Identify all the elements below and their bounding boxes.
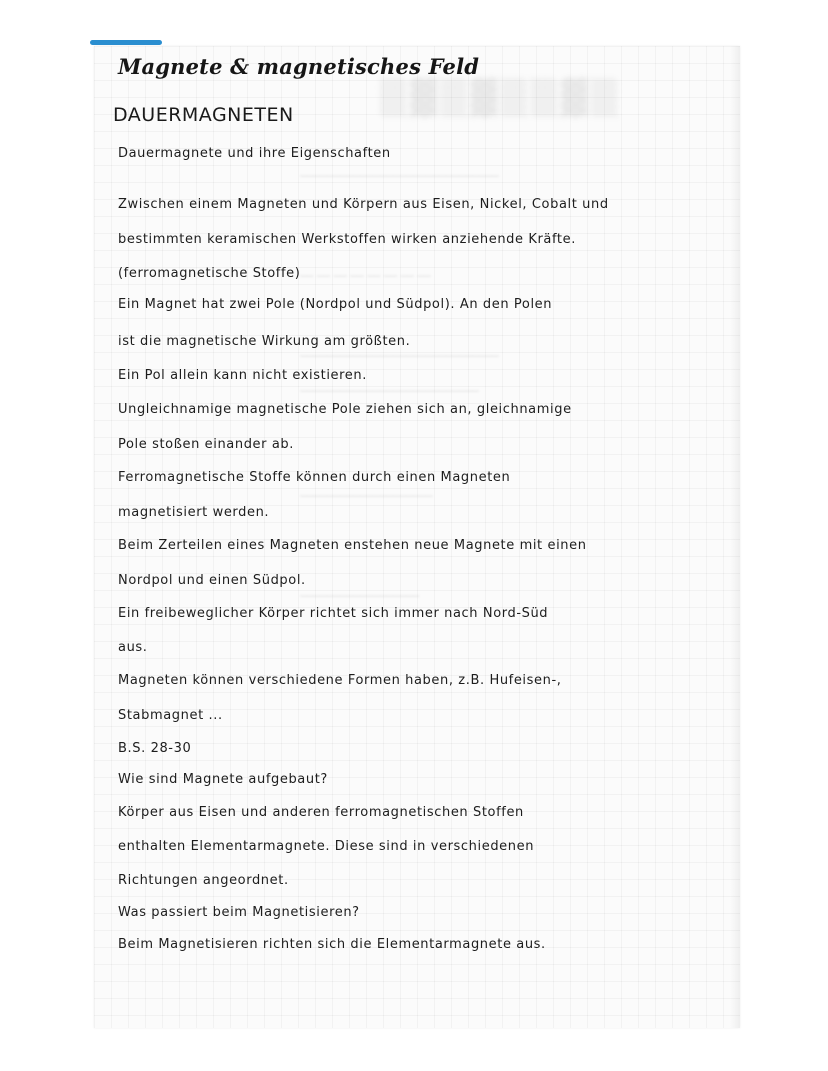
- text-line: ist die magnetische Wirkung am größten.: [118, 334, 411, 349]
- text-line: Körper aus Eisen und anderen ferromagnetischen Stoffen: [118, 805, 524, 820]
- question-line: Wie sind Magnete aufgebaut?: [118, 772, 328, 787]
- bleed-through-line: ━━ ━━ ━━ ━━ ━━ ━━ ━━ ━━: [300, 270, 431, 283]
- text-line: Magneten können verschiedene Formen haben, z.B. Hufeisen-,: [118, 673, 562, 688]
- text-line: Ferromagnetische Stoffe können durch einen Magneten: [118, 470, 511, 485]
- text-line: Zwischen einem Magneten und Körpern aus Eisen, Nickel, Cobalt und: [118, 197, 609, 212]
- text-line: enthalten Elementarmagnete. Diese sind in verschiedenen: [118, 839, 535, 854]
- page-edge-shadow: [730, 46, 740, 1028]
- text-line: Ein Magnet hat zwei Pole (Nordpol und Südpol). An den Polen: [118, 297, 553, 312]
- accent-marker: [90, 40, 162, 45]
- text-line: Richtungen angeordnet.: [118, 873, 289, 888]
- text-line: Ungleichnamige magnetische Pole ziehen sich an, gleichnamige: [118, 402, 572, 417]
- page-title: Magnete & magnetisches Feld: [118, 54, 480, 79]
- section-heading: DAUERMAGNETEN: [113, 104, 294, 126]
- bleed-through-line: ━━━━━━━━━━━━━━━━━━━━━━━━━━━: [300, 385, 479, 398]
- bleed-through-line: ━━━━━━━━━━━━━━━━━━━━: [300, 490, 433, 503]
- bleed-through-line: ━━━━━━━━━━━━━━━━━━━━━━━━━━━━━━: [300, 350, 499, 363]
- text-line: (ferromagnetische Stoffe): [118, 266, 301, 281]
- text-line: Pole stoßen einander ab.: [118, 437, 294, 452]
- bleed-through-line: ━━━━━━━━━━━━━━━━━━: [300, 590, 420, 603]
- question-line: Was passiert beim Magnetisieren?: [118, 905, 360, 920]
- text-line: magnetisiert werden.: [118, 505, 270, 520]
- text-line: Beim Magnetisieren richten sich die Elementarmagnete aus.: [118, 937, 546, 952]
- subheading-line: Dauermagnete und ihre Eigenschaften: [118, 146, 391, 161]
- reference-line: B.S. 28-30: [118, 741, 192, 756]
- text-line: Ein freibeweglicher Körper richtet sich immer nach Nord-Süd: [118, 606, 549, 621]
- text-line: bestimmten keramischen Werkstoffen wirken anziehende Kräfte.: [118, 232, 576, 247]
- text-line: Stabmagnet ...: [118, 708, 223, 723]
- bleed-through-decoration: ▒▓▒▓▒▒▓▒: [380, 78, 622, 118]
- text-line: Nordpol und einen Südpol.: [118, 573, 306, 588]
- bleed-through-line: ━━━━━━━━━━━━━━━━━━━━━━━━━━━━━━: [300, 170, 499, 183]
- text-line: Ein Pol allein kann nicht existieren.: [118, 368, 367, 383]
- text-line: aus.: [118, 640, 148, 655]
- text-line: Beim Zerteilen eines Magneten enstehen neue Magnete mit einen: [118, 538, 587, 553]
